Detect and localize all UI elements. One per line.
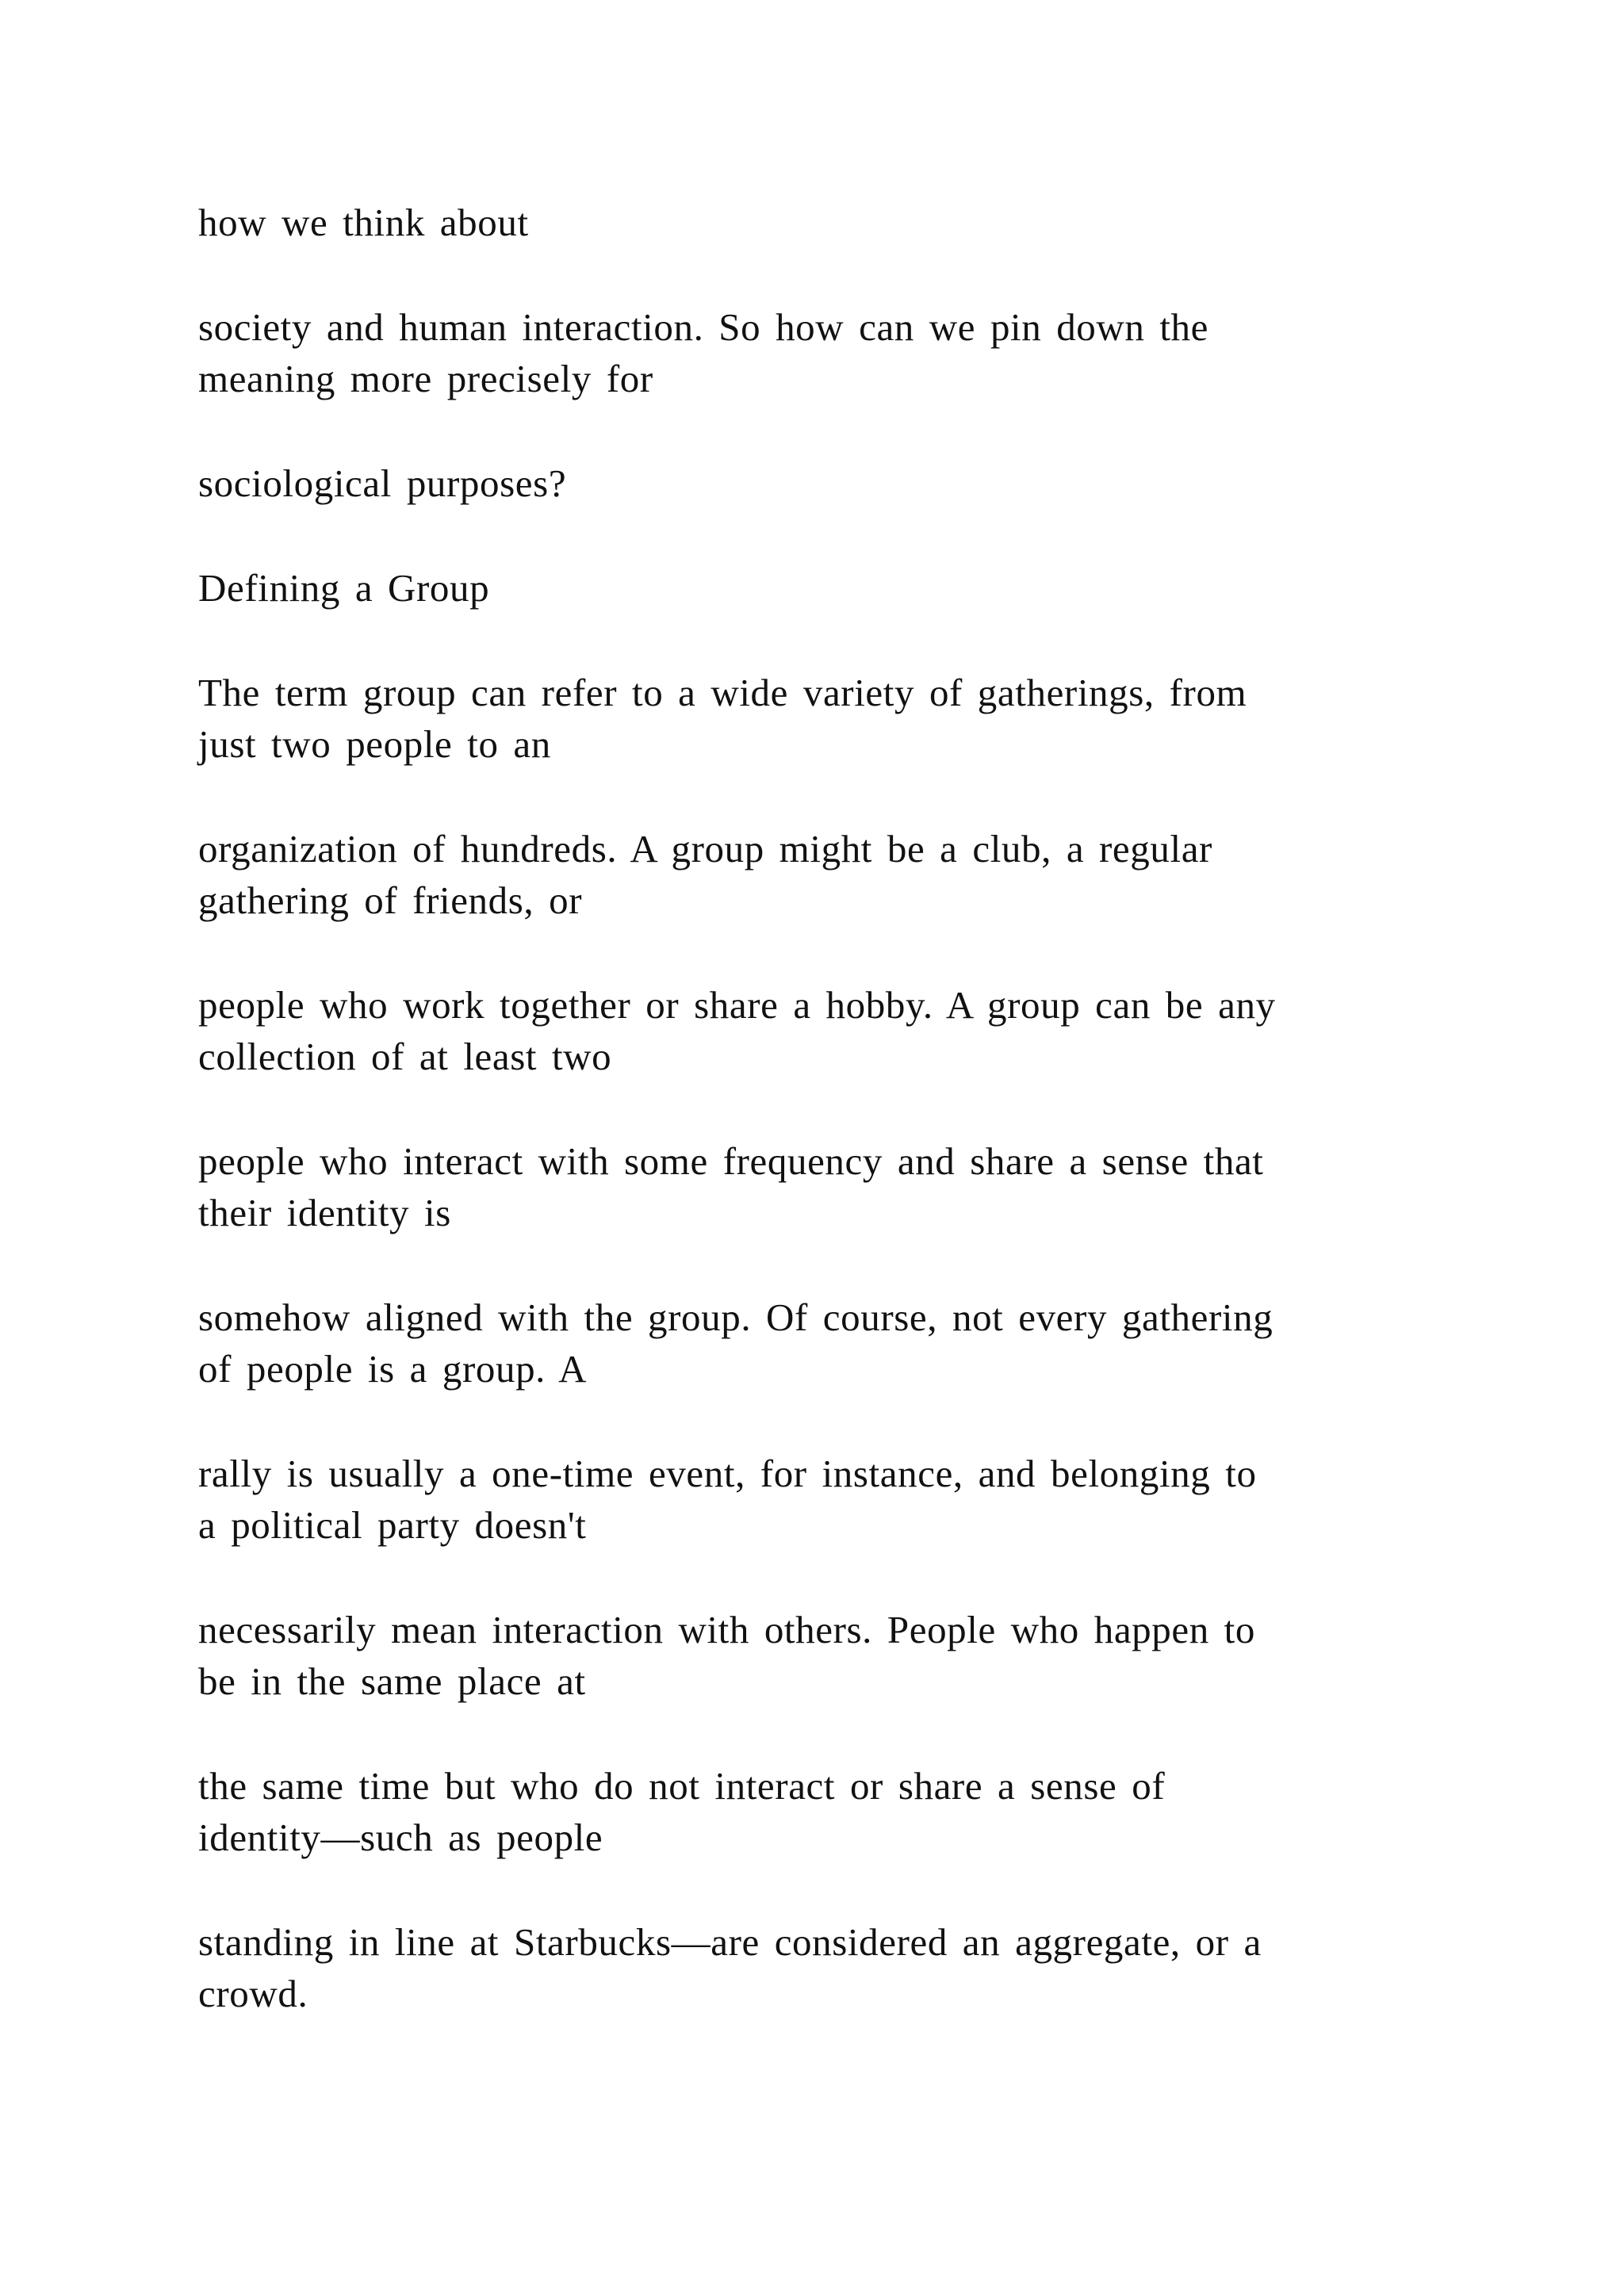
text-line: just two people to an xyxy=(198,722,551,766)
text-line: standing in line at Starbucks—are considered an aggregate, or a xyxy=(198,1920,1262,1964)
text-line: society and human interaction. So how can we pin down the xyxy=(198,305,1209,349)
text-line: somehow aligned with the group. Of course, not every gathering xyxy=(198,1295,1274,1339)
paragraph-8 xyxy=(198,1135,1435,1238)
text-line: gathering of friends, or xyxy=(198,878,583,922)
text-line: sociological purposes? xyxy=(198,461,567,505)
text-line: the same time but who do not interact or share a sense of xyxy=(198,1764,1166,1808)
paragraph-1 xyxy=(198,197,1435,248)
text-line: people who interact with some frequency and share a sense that xyxy=(198,1139,1264,1183)
text-line: a political party doesn't xyxy=(198,1503,587,1547)
paragraph-5 xyxy=(198,667,1435,770)
text-line: collection of at least two xyxy=(198,1035,612,1078)
text-line: organization of hundreds. A group might be a club, a regular xyxy=(198,827,1212,871)
text-line: meaning more precisely for xyxy=(198,357,653,400)
paragraph-6 xyxy=(198,823,1435,926)
paragraph-13 xyxy=(198,1916,1435,2019)
text-line: The term group can refer to a wide variety of gatherings, from xyxy=(198,671,1247,714)
paragraph-3 xyxy=(198,457,1435,509)
text-line: their identity is xyxy=(198,1191,451,1234)
paragraph-9 xyxy=(198,1292,1435,1395)
text-line: rally is usually a one-time event, for instance, and belonging to xyxy=(198,1452,1257,1495)
text-line: how we think about xyxy=(198,201,529,244)
body-text xyxy=(198,197,1435,2072)
paragraph-10 xyxy=(198,1448,1435,1551)
text-line: be in the same place at xyxy=(198,1659,586,1703)
section-heading xyxy=(198,562,1435,614)
text-line: crowd. xyxy=(198,1972,308,2015)
paragraph-12 xyxy=(198,1760,1435,1863)
paragraph-11 xyxy=(198,1604,1435,1707)
paragraph-7 xyxy=(198,979,1435,1082)
text-line: necessarily mean interaction with others. People who happen to xyxy=(198,1608,1255,1651)
text-line: people who work together or share a hobby. A group can be any xyxy=(198,983,1276,1027)
paragraph-2 xyxy=(198,301,1435,404)
text-line: of people is a group. A xyxy=(198,1347,588,1391)
text-line: Defining a Group xyxy=(198,566,490,610)
text-line: identity—such as people xyxy=(198,1816,603,1859)
